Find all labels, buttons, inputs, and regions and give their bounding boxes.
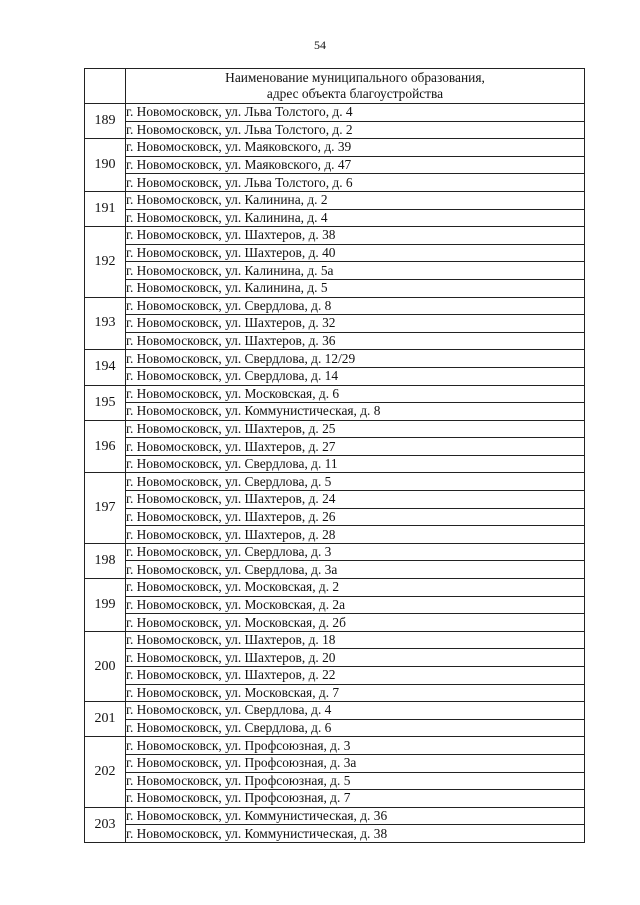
- table-row: [85, 332, 585, 350]
- address-cell: г. Новомосковск, ул. Шахтеров, д. 20: [126, 649, 585, 667]
- row-number-cell: 195: [85, 385, 126, 420]
- table-row: [85, 579, 585, 597]
- table-row: [85, 667, 585, 685]
- row-number-cell: 193: [85, 297, 126, 350]
- address-cell: г. Новомосковск, ул. Свердлова, д. 14: [126, 367, 585, 385]
- address-cell: г. Новомосковск, ул. Льва Толстого, д. 4: [126, 104, 585, 122]
- table-row: [85, 491, 585, 509]
- row-number-cell: 197: [85, 473, 126, 543]
- row-number-cell: 200: [85, 631, 126, 701]
- row-number-cell: 189: [85, 104, 126, 139]
- address-cell: г. Новомосковск, ул. Шахтеров, д. 28: [126, 526, 585, 544]
- table-row: [85, 350, 585, 368]
- table-row: [85, 403, 585, 421]
- address-cell: г. Новомосковск, ул. Шахтеров, д. 24: [126, 491, 585, 509]
- address-cell: г. Новомосковск, ул. Московская, д. 2б: [126, 614, 585, 632]
- row-number-cell: 199: [85, 579, 126, 632]
- address-cell: г. Новомосковск, ул. Московская, д. 2: [126, 579, 585, 597]
- address-cell: г. Новомосковск, ул. Свердлова, д. 4: [126, 702, 585, 720]
- table-row: [85, 139, 585, 157]
- row-number-cell: 194: [85, 350, 126, 385]
- table-row: [85, 543, 585, 561]
- table-row: [85, 262, 585, 280]
- address-cell: г. Новомосковск, ул. Калинина, д. 2: [126, 191, 585, 209]
- table-row: [85, 790, 585, 808]
- table-row: [85, 315, 585, 333]
- table-row: [85, 649, 585, 667]
- table-row: [85, 279, 585, 297]
- address-cell: г. Новомосковск, ул. Свердлова, д. 12/29: [126, 350, 585, 368]
- address-cell: г. Новомосковск, ул. Коммунистическая, д. 36: [126, 807, 585, 825]
- address-cell: г. Новомосковск, ул. Калинина, д. 5: [126, 279, 585, 297]
- address-cell: г. Новомосковск, ул. Свердлова, д. 11: [126, 455, 585, 473]
- table-row: [85, 719, 585, 737]
- address-cell: г. Новомосковск, ул. Коммунистическая, д. 38: [126, 825, 585, 843]
- row-number-cell: 191: [85, 191, 126, 226]
- table-row: [85, 631, 585, 649]
- address-cell: г. Новомосковск, ул. Профсоюзная, д. 7: [126, 790, 585, 808]
- address-cell: г. Новомосковск, ул. Калинина, д. 4: [126, 209, 585, 227]
- table-header-row: [85, 69, 585, 104]
- address-cell: г. Новомосковск, ул. Коммунистическая, д. 8: [126, 403, 585, 421]
- table-row: [85, 244, 585, 262]
- table-row: [85, 561, 585, 579]
- row-number-cell: 192: [85, 227, 126, 297]
- address-cell: г. Новомосковск, ул. Свердлова, д. 3: [126, 543, 585, 561]
- table-row: [85, 121, 585, 139]
- address-table: [84, 68, 585, 843]
- address-cell: г. Новомосковск, ул. Шахтеров, д. 25: [126, 420, 585, 438]
- address-cell: г. Новомосковск, ул. Московская, д. 2а: [126, 596, 585, 614]
- row-number-cell: 203: [85, 807, 126, 842]
- address-cell: г. Новомосковск, ул. Шахтеров, д. 22: [126, 667, 585, 685]
- page-number: 54: [314, 38, 326, 52]
- address-cell: г. Новомосковск, ул. Свердлова, д. 8: [126, 297, 585, 315]
- address-cell: г. Новомосковск, ул. Маяковского, д. 47: [126, 156, 585, 174]
- address-cell: г. Новомосковск, ул. Свердлова, д. 5: [126, 473, 585, 491]
- table-row: [85, 754, 585, 772]
- table-row: [85, 174, 585, 192]
- table-row: [85, 473, 585, 491]
- table-row: [85, 737, 585, 755]
- table-row: [85, 191, 585, 209]
- address-cell: г. Новомосковск, ул. Свердлова, д. 6: [126, 719, 585, 737]
- address-cell: г. Новомосковск, ул. Шахтеров, д. 18: [126, 631, 585, 649]
- row-number-cell: 190: [85, 139, 126, 192]
- table-row: [85, 596, 585, 614]
- header-left-cell: [85, 69, 126, 104]
- address-cell: г. Новомосковск, ул. Московская, д. 6: [126, 385, 585, 403]
- address-cell: г. Новомосковск, ул. Профсоюзная, д. 3: [126, 737, 585, 755]
- table-row: [85, 438, 585, 456]
- table-row: [85, 104, 585, 122]
- address-cell: г. Новомосковск, ул. Калинина, д. 5а: [126, 262, 585, 280]
- address-cell: г. Новомосковск, ул. Льва Толстого, д. 6: [126, 174, 585, 192]
- address-cell: г. Новомосковск, ул. Шахтеров, д. 38: [126, 227, 585, 245]
- row-number-cell: 196: [85, 420, 126, 473]
- table-row: [85, 825, 585, 843]
- table-row: [85, 772, 585, 790]
- row-number-cell: 198: [85, 543, 126, 578]
- table-row: [85, 420, 585, 438]
- header-line: Наименование муниципального образования,: [225, 70, 485, 85]
- address-cell: г. Новомосковск, ул. Шахтеров, д. 32: [126, 315, 585, 333]
- table-row: [85, 367, 585, 385]
- table-row: [85, 156, 585, 174]
- table-row: [85, 455, 585, 473]
- table-row: [85, 297, 585, 315]
- address-cell: г. Новомосковск, ул. Профсоюзная, д. 5: [126, 772, 585, 790]
- row-number-cell: 201: [85, 702, 126, 737]
- table-row: [85, 209, 585, 227]
- table-row: [85, 684, 585, 702]
- table-row: [85, 385, 585, 403]
- address-cell: г. Новомосковск, ул. Льва Толстого, д. 2: [126, 121, 585, 139]
- address-cell: г. Новомосковск, ул. Свердлова, д. 3а: [126, 561, 585, 579]
- address-cell: г. Новомосковск, ул. Шахтеров, д. 27: [126, 438, 585, 456]
- table-row: [85, 526, 585, 544]
- address-cell: г. Новомосковск, ул. Шахтеров, д. 36: [126, 332, 585, 350]
- address-cell: г. Новомосковск, ул. Московская, д. 7: [126, 684, 585, 702]
- table-row: [85, 508, 585, 526]
- table-row: [85, 807, 585, 825]
- header-line: адрес объекта благоустройства: [266, 86, 444, 101]
- address-cell: г. Новомосковск, ул. Шахтеров, д. 26: [126, 508, 585, 526]
- row-number-cell: 202: [85, 737, 126, 807]
- table-body: [85, 104, 585, 843]
- address-cell: г. Новомосковск, ул. Профсоюзная, д. 3а: [126, 754, 585, 772]
- table-row: [85, 614, 585, 632]
- address-cell: г. Новомосковск, ул. Шахтеров, д. 40: [126, 244, 585, 262]
- table-row: [85, 702, 585, 720]
- table-row: [85, 227, 585, 245]
- header-cell: [126, 69, 585, 104]
- address-cell: г. Новомосковск, ул. Маяковского, д. 39: [126, 139, 585, 157]
